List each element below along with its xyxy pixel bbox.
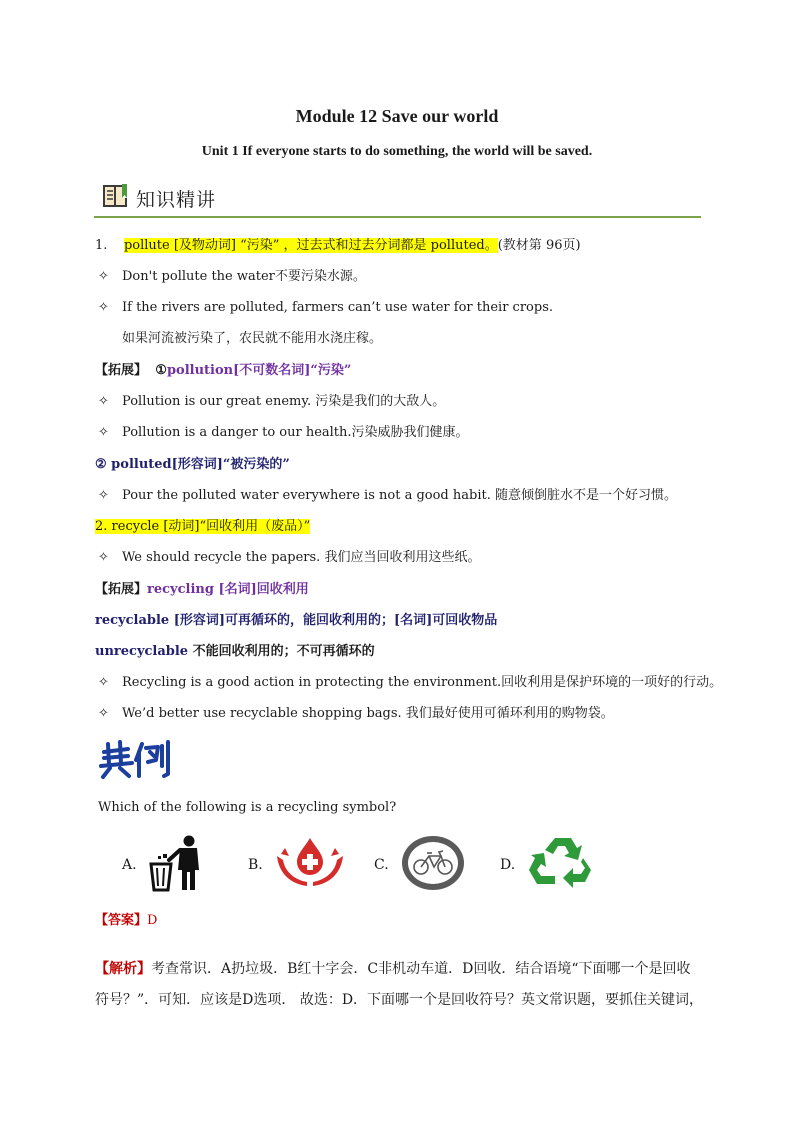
analysis-line-1: 【解析】考查常识．A扔垃圾．B红十字会．C非机动车道．D回收．结合语境“下面哪一个是回收 (95, 961, 691, 977)
list-item: ✧ If the rivers are polluted, farmers can’t use water for their crops. (98, 298, 553, 318)
list-item: ✧ Recycling is a good action in protecting the environment.回收利用是保护环境的一项好的行动。 (98, 673, 722, 693)
section-label: 知识精讲 (136, 188, 217, 211)
list-item: ✧ Don't pollute the water不要污染水源。 (98, 267, 366, 287)
sub-heading: ② polluted[形容词]“被污染的” (95, 457, 290, 472)
option-c: C. (374, 836, 467, 894)
diamond-bullet-icon: ✧ (98, 394, 109, 409)
list-item: ✧ Pour the polluted water everywhere is not a good habit. 随意倾倒脏水不是一个好习惯。 (98, 486, 677, 506)
answer-line (95, 911, 157, 931)
vocab-line: unrecyclable 不能回收利用的；不可再循环的 (95, 644, 375, 659)
analysis-line-2: 符号？”．可知．应该是D选项． 故选：D．下面哪一个是回收符号？英文常识题，要抓住关键词， (95, 992, 704, 1008)
question-text: Which of the following is a recycling symbol? (98, 800, 397, 815)
page-subtitle: Unit 1 If everyone starts to do something, the world will be saved. (201, 144, 593, 159)
section-divider (94, 216, 701, 218)
diamond-bullet-icon: ✧ (98, 550, 109, 565)
diamond-bullet-icon: ✧ (98, 675, 109, 690)
option-d: D. (500, 836, 601, 894)
diamond-bullet-icon: ✧ (98, 488, 109, 503)
diamond-bullet-icon: ✧ (98, 300, 109, 315)
list-item: ✧ We should recycle the papers. 我们应当回收利用这些纸。 (98, 548, 480, 568)
option-b: B. (248, 836, 347, 894)
list-item: ✧ We’d better use recyclable shopping bags. 我们最好使用可循环利用的购物袋。 (98, 704, 614, 724)
answer-options (122, 836, 622, 896)
list-item: ✧ Pollution is a danger to our health.污染威胁我们健康。 (98, 423, 469, 443)
extension-heading: 【拓展】 ①pollution[不可数名词]“污染” (95, 363, 352, 378)
trash-bin-person-icon (147, 834, 207, 896)
option-a: A. (122, 836, 207, 894)
page-title: Module 12 Save our world (295, 106, 499, 126)
recycle-icon (525, 834, 601, 896)
bicycle-sign-icon (399, 834, 467, 896)
answer-label: 【答案】 (95, 913, 148, 928)
dianli-example-logo (98, 738, 172, 784)
red-cross-hands-icon (273, 834, 347, 896)
book-icon (102, 183, 130, 213)
diamond-bullet-icon: ✧ (98, 269, 109, 284)
item1-reference: (教材第 96页) (497, 238, 581, 253)
vocab-line: recyclable [形容词]可再循环的，能回收利用的；[名词]可回收物品 (95, 613, 498, 628)
extension-heading: 【拓展】recycling [名词]回收利用 (95, 582, 309, 597)
item1-highlight: pollute [及物动词] “污染” ，过去式和过去分词都是 polluted。 (123, 238, 498, 253)
translation-line: 如果河流被污染了，农民就不能用水浇庄稼。 (122, 331, 383, 346)
item1-heading (95, 236, 581, 256)
section-heading (102, 182, 216, 214)
diamond-bullet-icon: ✧ (98, 706, 109, 721)
diamond-bullet-icon: ✧ (98, 425, 109, 440)
item2-heading: 2. recycle [动词]“回收利用（废品）” (95, 519, 311, 534)
item1-number: 1. (95, 238, 108, 253)
list-item: ✧ Pollution is our great enemy. 污染是我们的大敌人。 (98, 392, 445, 412)
answer-value: D (147, 913, 158, 928)
analysis-label: 【解析】 (95, 961, 151, 977)
